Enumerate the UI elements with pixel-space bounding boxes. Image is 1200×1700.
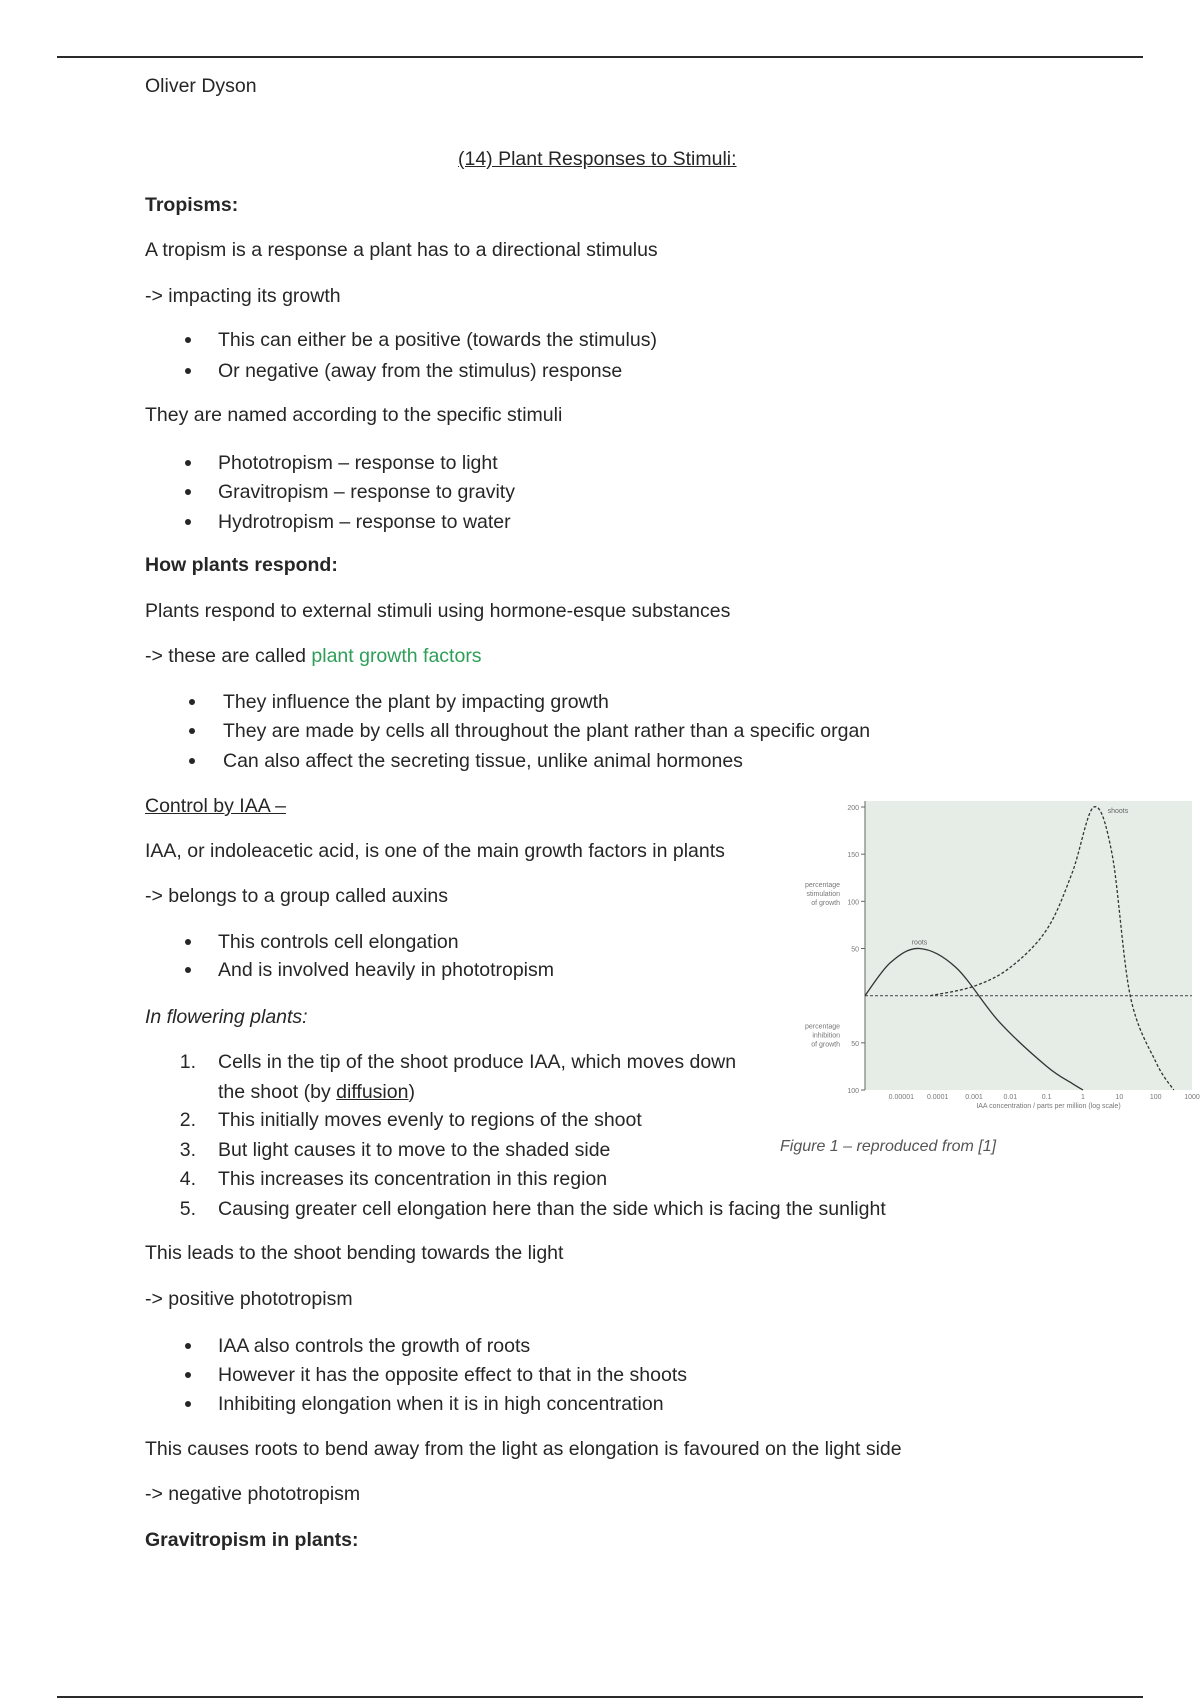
y-label-top-line: of growth — [811, 900, 840, 908]
y-tick-label: 150 — [847, 852, 859, 860]
series-shoots-label: shoots — [1107, 808, 1129, 815]
y-tick-label: 100 — [847, 899, 859, 907]
step-2-text: This initially moves evenly to regions of the shoot — [218, 1109, 642, 1131]
step-number: 4. — [179, 1168, 196, 1190]
y-label-top-line: stimulation — [806, 891, 840, 899]
gravitropism-heading: Gravitropism in plants: — [145, 1529, 359, 1551]
iaa-paragraph-4: -> positive phototropism — [145, 1288, 353, 1310]
step-1-text: Cells in the tip of the shoot produce IAA, which moves down — [218, 1051, 737, 1073]
y-label-bottom-line: of growth — [811, 1041, 840, 1049]
chart-svg — [780, 795, 1200, 1113]
author-name: Oliver Dyson — [145, 75, 257, 97]
bullet-dot — [185, 939, 191, 945]
bullet-dot — [185, 967, 191, 973]
x-tick-label: 100 — [1149, 1094, 1162, 1101]
iaa-paragraph-6: -> negative phototropism — [145, 1483, 361, 1505]
step-5-text: Causing greater cell elongation here than the side which is facing the sunlight — [218, 1198, 886, 1220]
bullet-dot — [185, 460, 191, 466]
figure-caption: Figure 1 – reproduced from [1] — [780, 1138, 997, 1155]
series-roots-label: roots — [911, 939, 928, 947]
bottom-rule — [57, 1696, 1143, 1698]
y-label-top-line: percentage — [804, 882, 840, 890]
page-title: (14) Plant Responses to Stimuli: — [458, 148, 737, 170]
gravitropism-bullet: Gravitropism – response to gravity — [218, 481, 515, 503]
bullet-dot — [185, 519, 191, 525]
x-tick-label: 0.1 — [1041, 1094, 1052, 1101]
step-1-continuation — [218, 1080, 415, 1104]
y-tick-label: 50 — [851, 946, 859, 954]
x-tick-label: 10 — [1115, 1094, 1124, 1101]
step-number: 2. — [179, 1109, 196, 1131]
iaa-bullet-2: And is involved heavily in phototropism — [218, 959, 555, 981]
iaa-bullet-1: This controls cell elongation — [218, 931, 459, 953]
y-label-bottom-line: inhibition — [812, 1032, 840, 1040]
respond-bullet-2: They are made by cells all throughout the plant rather than a specific organ — [223, 720, 871, 742]
iaa-paragraph-1: IAA, or indoleacetic acid, is one of the main growth factors in plants — [145, 840, 725, 862]
tropisms-bullet-1: This can either be a positive (towards the stimulus) — [218, 329, 657, 351]
bullet-dot — [185, 1372, 191, 1378]
bullet-dot — [185, 1343, 191, 1349]
bullet-dot — [185, 489, 191, 495]
roots-bullet-1: IAA also controls the growth of roots — [218, 1335, 531, 1357]
y-tick-label: 100 — [847, 1088, 859, 1095]
iaa-heading: Control by IAA – — [145, 795, 286, 817]
respond-heading: How plants respond: — [145, 554, 338, 576]
plant-growth-factors-term: plant growth factors — [311, 645, 482, 667]
tropisms-paragraph-1: A tropism is a response a plant has to a directional stimulus — [145, 239, 658, 261]
step-number: 5. — [179, 1198, 196, 1220]
y-tick-label: 50 — [851, 1040, 859, 1048]
respond-paragraph-2-prefix: -> these are called — [145, 645, 312, 667]
step-1-continuation-suffix: ) — [408, 1081, 415, 1103]
diffusion-term: diffusion — [336, 1081, 409, 1103]
top-rule — [57, 56, 1143, 58]
tropisms-paragraph-2: -> impacting its growth — [145, 285, 341, 307]
iaa-growth-chart — [780, 795, 1200, 1113]
hydrotropism-bullet: Hydrotropism – response to water — [218, 511, 511, 533]
iaa-paragraph-3: This leads to the shoot bending towards the light — [145, 1242, 564, 1264]
x-tick-label: 1 — [1081, 1094, 1085, 1101]
iaa-paragraph-5: This causes roots to bend away from the light as elongation is favoured on the light side — [145, 1438, 902, 1460]
x-tick-label: 0.0001 — [926, 1094, 949, 1101]
step-4-text: This increases its concentration in this region — [218, 1168, 608, 1190]
bullet-dot — [189, 699, 195, 705]
roots-bullet-2: However it has the opposite effect to that in the shoots — [218, 1364, 688, 1386]
step-3-text: But light causes it to move to the shaded side — [218, 1139, 611, 1161]
iaa-paragraph-2: -> belongs to a group called auxins — [145, 885, 448, 907]
step-1-continuation-prefix: the shoot (by — [218, 1081, 337, 1103]
bullet-dot — [185, 337, 191, 343]
y-label-bottom-line: percentage — [804, 1023, 840, 1031]
tropisms-paragraph-3: They are named according to the specific stimuli — [145, 404, 563, 426]
x-tick-label: 0.001 — [965, 1094, 983, 1101]
y-label-top — [805, 882, 840, 907]
step-number: 1. — [179, 1051, 196, 1073]
bullet-dot — [189, 758, 195, 764]
x-tick-label: 0.01 — [1003, 1094, 1018, 1101]
x-tick-label: 1000 — [1184, 1094, 1200, 1101]
tropisms-heading: Tropisms: — [145, 194, 239, 216]
step-number: 3. — [179, 1139, 196, 1161]
bullet-dot — [185, 1401, 191, 1407]
bullet-dot — [185, 368, 191, 374]
x-tick-label: 0.00001 — [888, 1094, 914, 1101]
x-axis-label: IAA concentration / parts per million (log scale) — [976, 1103, 1121, 1110]
bullet-dot — [189, 728, 195, 734]
tropisms-bullet-2: Or negative (away from the stimulus) response — [218, 360, 623, 382]
respond-paragraph-2 — [145, 644, 482, 668]
y-tick-label: 200 — [847, 805, 859, 812]
respond-paragraph-1: Plants respond to external stimuli using hormone-esque substances — [145, 600, 731, 622]
roots-bullet-3: Inhibiting elongation when it is in high concentration — [218, 1393, 664, 1415]
respond-bullet-3: Can also affect the secreting tissue, unlike animal hormones — [223, 750, 743, 772]
phototropism-bullet: Phototropism – response to light — [218, 452, 498, 474]
flowering-plants-subheading: In flowering plants: — [145, 1006, 308, 1028]
respond-bullet-1: They influence the plant by impacting growth — [223, 691, 609, 713]
